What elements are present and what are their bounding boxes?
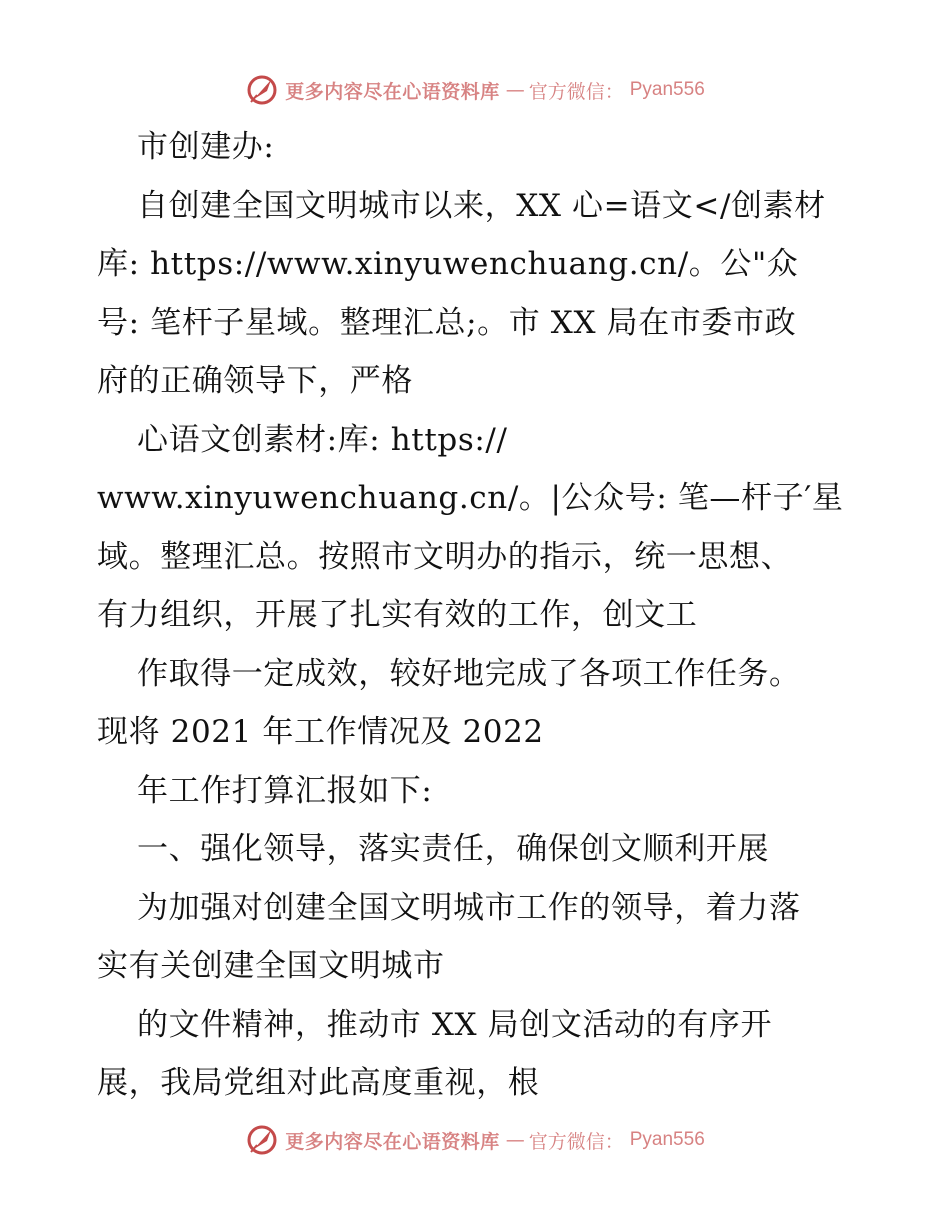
watermark-wechat-id: Pyan556 <box>629 79 705 100</box>
section-heading: 一、强化领导，落实责任，确保创文顺利开展 <box>137 831 769 867</box>
text-line: 有力组织，开展了扎实有效的工作，创文工 <box>97 597 698 633</box>
watermark-name: 更多内容尽在心语资料库 <box>285 1130 500 1153</box>
header-watermark <box>0 70 950 110</box>
text-line: 自创建全国文明城市以来，XX 心=语文</创素材 <box>137 187 826 224</box>
text-line: 心语文创素材:库: https:// <box>137 421 508 458</box>
text-line: 作取得一定成效，较好地完成了各项工作任务。 <box>137 655 801 692</box>
footer-watermark <box>0 1120 950 1160</box>
text-line: 号: 笔杆子星域。整理汇总;。市 XX 局在市委市政 <box>97 304 797 341</box>
quill-circle-icon <box>245 73 279 107</box>
watermark-name: 更多内容尽在心语资料库 <box>285 80 500 103</box>
watermark-dash: — <box>505 79 523 101</box>
text-line: 域。整理汇总。按照市文明办的指示，统一思想、 <box>97 538 793 575</box>
text-line: 展，我局党组对此高度重视，根 <box>97 1065 540 1101</box>
quill-circle-icon <box>245 1123 279 1157</box>
watermark-label: 官方微信： <box>528 1130 624 1153</box>
text-line: 市创建办: <box>137 129 275 165</box>
text-line: 的文件精神，推动市 XX 局创文活动的有序开 <box>137 1006 773 1043</box>
watermark-label: 官方微信： <box>528 80 624 103</box>
watermark-dash: — <box>505 1129 523 1151</box>
watermark-wechat-id: Pyan556 <box>629 1129 705 1150</box>
text-line: 府的正确领导下，严格 <box>97 363 413 399</box>
text-line: 现将 2021 年工作情况及 2022 <box>97 714 544 750</box>
text-line: 实有关创建全国文明城市 <box>97 948 445 984</box>
text-line: 年工作打算汇报如下: <box>137 772 433 809</box>
text-line: www.xinyuwenchuang.cn/。|公众号: 笔—杆子′星 <box>97 480 844 516</box>
text-line: 库: https://www.xinyuwenchuang.cn/。公"众 <box>97 246 799 282</box>
text-line: 为加强对创建全国文明城市工作的领导，着力落 <box>137 889 801 926</box>
document-body <box>97 118 867 1113</box>
